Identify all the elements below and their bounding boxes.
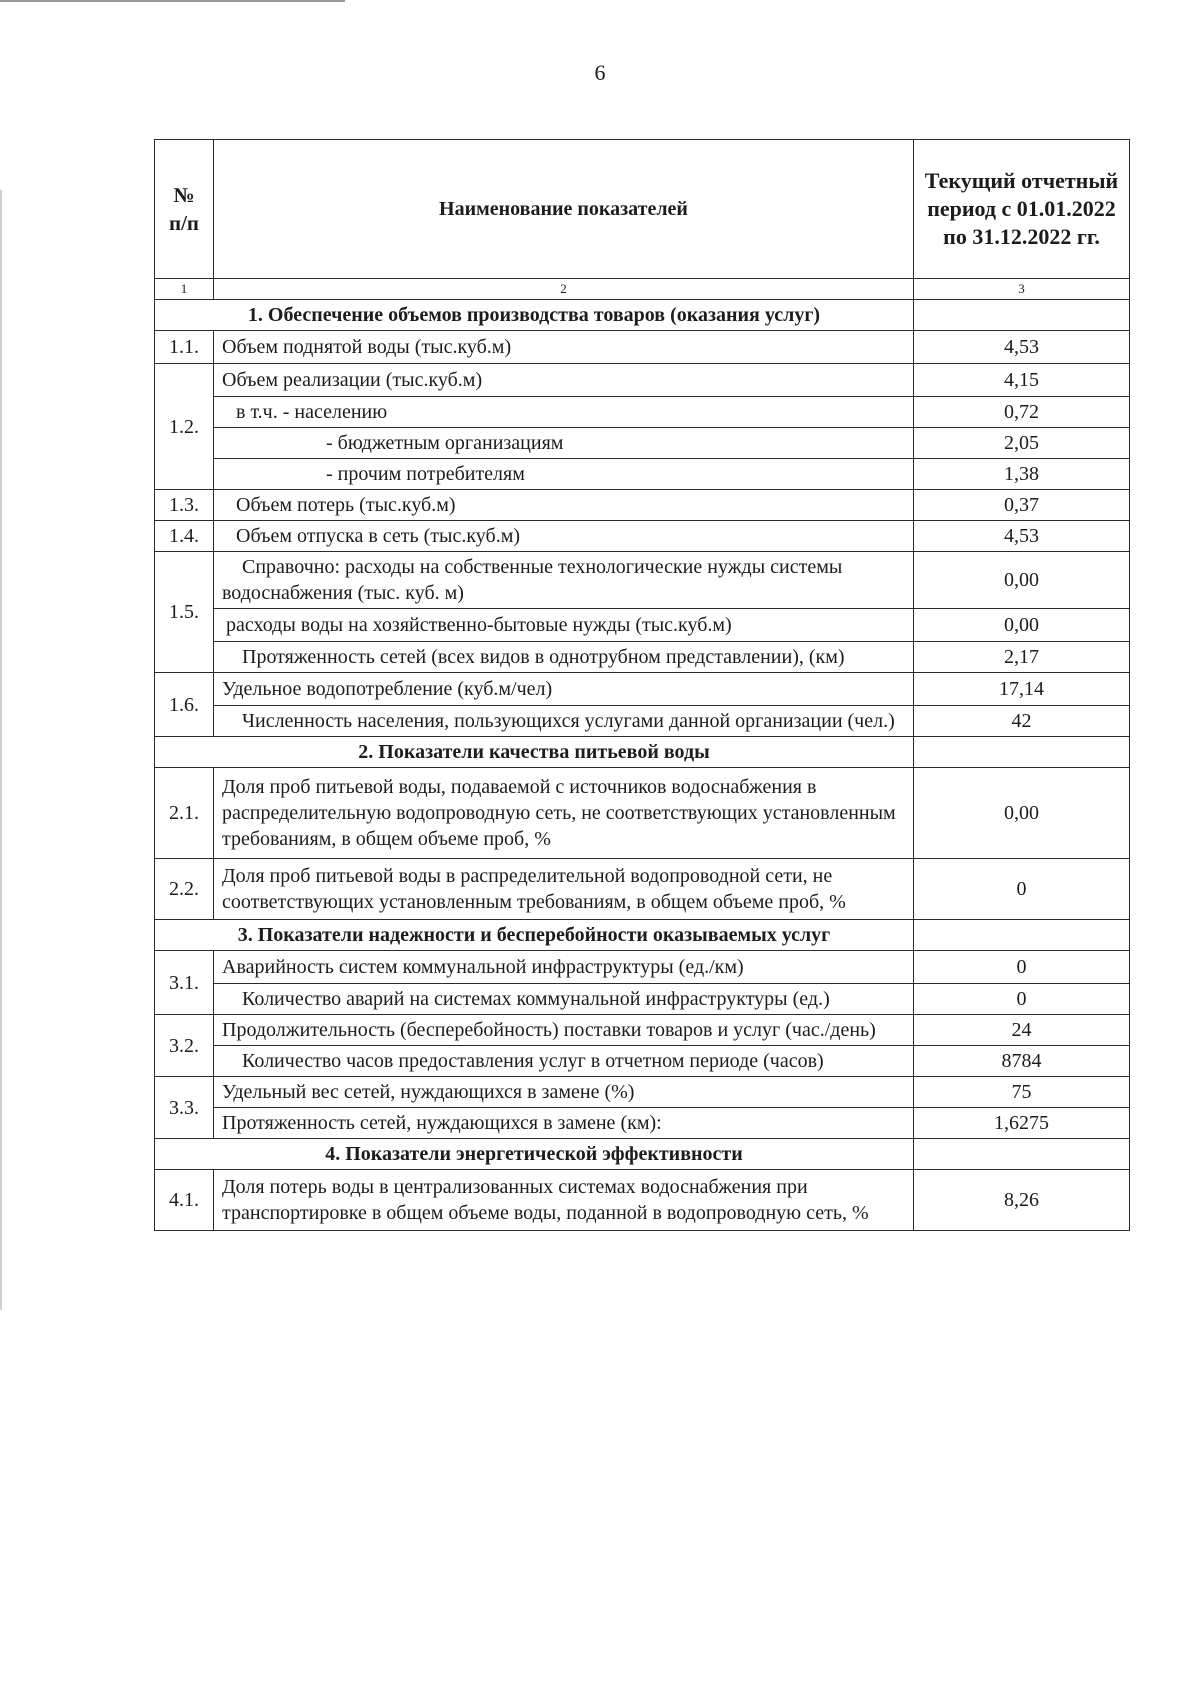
row-number: 1.6. [155,673,214,737]
section-title: 4. Показатели энергетической эффективности [155,1139,914,1170]
header-name: Наименование показателей [214,140,914,279]
table-row [155,1015,1130,1046]
row-number: 1.5. [155,552,214,673]
row-value: 0,00 [914,609,1130,642]
row-value: 1,6275 [914,1108,1130,1139]
table-row [155,364,1130,397]
row-number: 2.2. [155,859,214,920]
section-row [155,737,1130,768]
section-title: 2. Показатели качества питьевой воды [155,737,914,768]
table-row [155,521,1130,552]
table-row [155,1108,1130,1139]
row-value: 1,38 [914,459,1130,490]
row-value: 17,14 [914,673,1130,706]
scan-edge-top [0,0,345,2]
row-label: Объем поднятой воды (тыс.куб.м) [214,331,914,364]
table-row [155,609,1130,642]
indicators-table [154,139,1130,1231]
row-number: 1.4. [155,521,214,552]
section-row [155,300,1130,331]
section-title: 1. Обеспечение объемов производства товаров (оказания услуг) [155,300,914,331]
row-value: 4,53 [914,521,1130,552]
row-label: Количество аварий на системах коммунальной инфраструктуры (ед.) [214,984,914,1015]
row-label: - прочим потребителям [214,459,914,490]
row-value: 0,72 [914,397,1130,428]
row-label: Доля проб питьевой воды в распределительной водопроводной сети, не соответствующих установленным требованиям, в общем объеме проб, % [214,859,914,920]
table-row [155,1077,1130,1108]
section-row [155,920,1130,951]
table-row [155,552,1130,609]
row-value: 8,26 [914,1170,1130,1231]
section-title: 3. Показатели надежности и бесперебойности оказываемых услуг [155,920,914,951]
row-value: 0,00 [914,552,1130,609]
row-value: 4,15 [914,364,1130,397]
column-number: 2 [214,279,914,300]
page-number: 6 [594,60,606,85]
table-row [155,706,1130,737]
table-row [155,768,1130,859]
row-number: 2.1. [155,768,214,859]
row-number: 3.3. [155,1077,214,1139]
scan-edge-left [0,190,2,1310]
table-row [155,397,1130,428]
table-row [155,642,1130,673]
row-label: Протяженность сетей (всех видов в однотрубном представлении), (км) [214,642,914,673]
row-label: Аварийность систем коммунальной инфраструктуры (ед./км) [214,951,914,984]
row-number: 1.1. [155,331,214,364]
row-value: 0,00 [914,768,1130,859]
row-value: 2,17 [914,642,1130,673]
row-number: 1.2. [155,364,214,490]
row-number: 1.3. [155,490,214,521]
row-value: 0 [914,984,1130,1015]
row-value: 42 [914,706,1130,737]
column-number: 1 [155,279,214,300]
header-num: № п/п [155,140,214,279]
row-label: Доля потерь воды в централизованных системах водоснабжения при транспортировке в общем объеме воды, поданной в водопроводную сеть, % [214,1170,914,1231]
row-value: 0 [914,859,1130,920]
header-row [155,140,1130,279]
row-number: 4.1. [155,1170,214,1231]
table-row [155,951,1130,984]
table-row [155,984,1130,1015]
row-value: 75 [914,1077,1130,1108]
row-label: Объем реализации (тыс.куб.м) [214,364,914,397]
row-label: Объем потерь (тыс.куб.м) [214,490,914,521]
header-value: Текущий отчетный период с 01.01.2022 по 31.12.2022 гг. [914,140,1130,279]
row-label: Удельное водопотребление (куб.м/чел) [214,673,914,706]
row-value: 24 [914,1015,1130,1046]
column-number: 3 [914,279,1130,300]
row-label: Протяженность сетей, нуждающихся в замене (км): [214,1108,914,1139]
table-row [155,1046,1130,1077]
column-numbers-row [155,279,1130,300]
table-row [155,859,1130,920]
table-row [155,428,1130,459]
row-number: 3.2. [155,1015,214,1077]
table-row [155,673,1130,706]
row-label: Количество часов предоставления услуг в отчетном периоде (часов) [214,1046,914,1077]
row-value: 0 [914,951,1130,984]
row-label: Объем отпуска в сеть (тыс.куб.м) [214,521,914,552]
row-label: Численность населения, пользующихся услугами данной организации (чел.) [214,706,914,737]
table-row [155,331,1130,364]
row-label: Удельный вес сетей, нуждающихся в замене (%) [214,1077,914,1108]
row-label: Доля проб питьевой воды, подаваемой с источников водоснабжения в распределительную водопроводную сеть, не соответствующих установленным требованиям, в общем объеме проб, % [214,768,914,859]
row-value: 2,05 [914,428,1130,459]
row-value: 8784 [914,1046,1130,1077]
table-row [155,1170,1130,1231]
section-row [155,1139,1130,1170]
row-value: 4,53 [914,331,1130,364]
row-label: - бюджетным организациям [214,428,914,459]
row-number: 3.1. [155,951,214,1015]
row-label: Продолжительность (бесперебойность) поставки товаров и услуг (час./день) [214,1015,914,1046]
row-label: Справочно: расходы на собственные технологические нужды системы водоснабжения (тыс. куб. м) [214,552,914,609]
row-label: в т.ч. - населению [214,397,914,428]
row-label: расходы воды на хозяйственно-бытовые нужды (тыс.куб.м) [214,609,914,642]
table-row [155,459,1130,490]
table-row [155,490,1130,521]
row-value: 0,37 [914,490,1130,521]
